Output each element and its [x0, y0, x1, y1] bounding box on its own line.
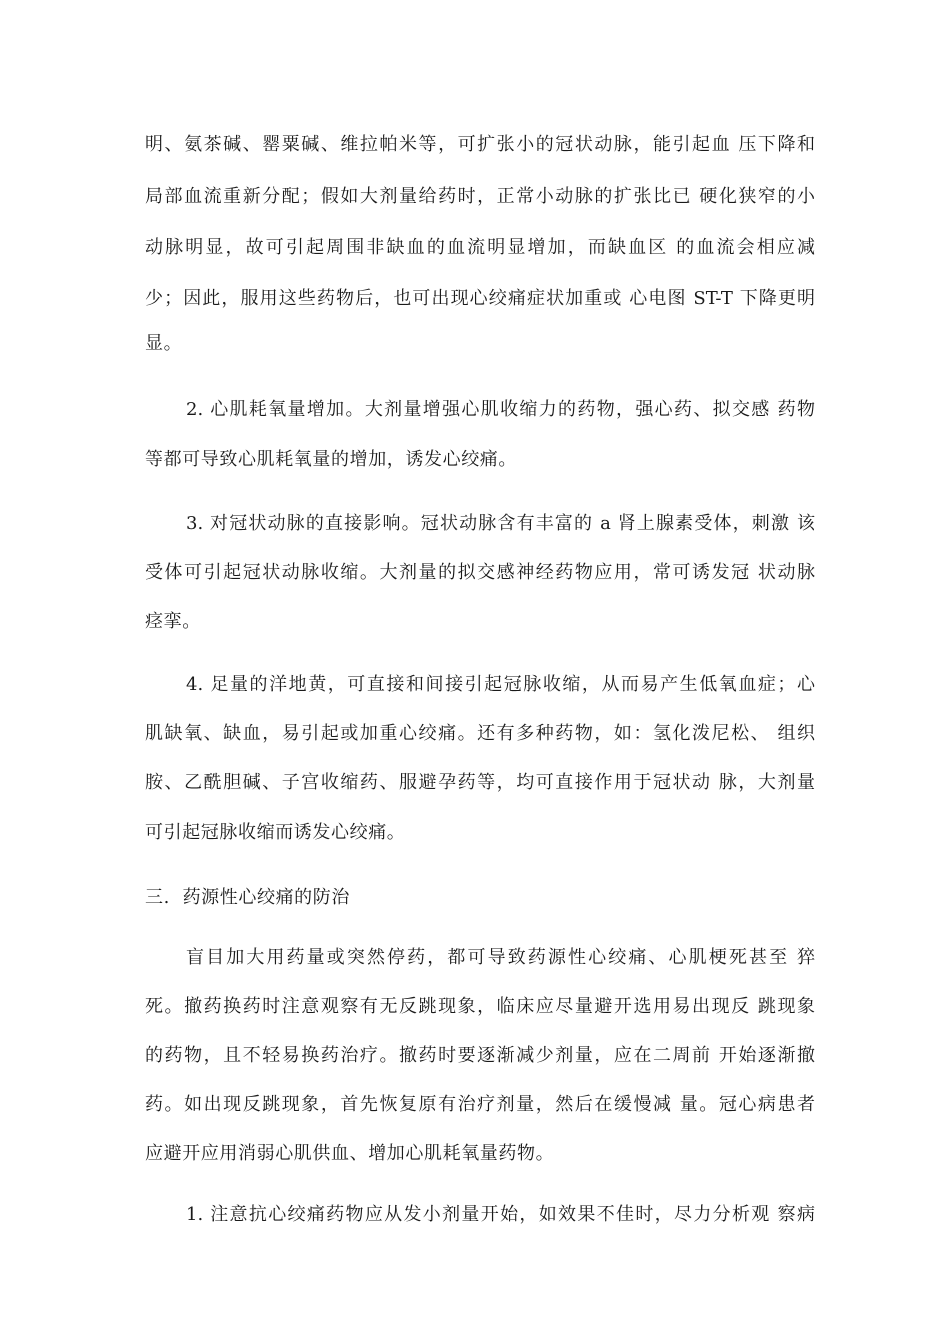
- paragraph-line: 死。撤药换药时注意观察有无反跳现象，临床应尽量避开选用易出现反 跳现象: [145, 996, 815, 1017]
- paragraph-line: 局部血流重新分配；假如大剂量给药时，正常小动脉的扩张比已 硬化狭窄的小: [145, 186, 815, 207]
- list-item-line: 2. 心肌耗氧量增加。大剂量增强心肌收缩力的药物，强心药、拟交感 药物: [186, 399, 815, 420]
- paragraph-line: 明、氨茶碱、罂粟碱、维拉帕米等，可扩张小的冠状动脉，能引起血 压下降和: [145, 134, 815, 155]
- paragraph-line: 盲目加大用药量或突然停药，都可导致药源性心绞痛、心肌梗死甚至 猝: [186, 947, 815, 968]
- paragraph-line: 显。: [145, 333, 183, 354]
- paragraph-line: 少；因此，服用这些药物后，也可出现心绞痛症状加重或 心电图 ST-T 下降更明: [145, 288, 815, 309]
- list-item-line: 痉挛。: [145, 611, 201, 632]
- list-item-line: 等都可导致心肌耗氧量的增加，诱发心绞痛。: [145, 449, 517, 470]
- paragraph-line: 的药物，且不轻易换药治疗。撤药时要逐渐减少剂量，应在二周前 开始逐渐撤: [145, 1045, 815, 1066]
- list-item-line: 1. 注意抗心绞痛药物应从发小剂量开始，如效果不佳时，尽力分析观 察病: [186, 1204, 815, 1225]
- list-item-line: 可引起冠脉收缩而诱发心绞痛。: [145, 822, 406, 843]
- section-heading: 三. 药源性心绞痛的防治: [145, 887, 350, 908]
- paragraph-line: 药。如出现反跳现象，首先恢复原有治疗剂量，然后在缓慢减 量。冠心病患者: [145, 1094, 815, 1115]
- list-item-line: 4. 足量的洋地黄，可直接和间接引起冠脉收缩，从而易产生低氧血症；心: [186, 674, 815, 695]
- list-item-line: 受体可引起冠状动脉收缩。大剂量的拟交感神经药物应用，常可诱发冠 状动脉: [145, 562, 815, 583]
- list-item-line: 肌缺氧、缺血，易引起或加重心绞痛。还有多种药物，如：氢化泼尼松、 组织: [145, 723, 815, 744]
- list-item-line: 胺、乙酰胆碱、子宫收缩药、服避孕药等，均可直接作用于冠状动 脉，大剂量: [145, 772, 815, 793]
- list-item-line: 3. 对冠状动脉的直接影响。冠状动脉含有丰富的 a 肾上腺素受体，刺激 该: [186, 513, 815, 534]
- paragraph-line: 应避开应用消弱心肌供血、增加心肌耗氧量药物。: [145, 1143, 555, 1164]
- paragraph-line: 动脉明显，故可引起周围非缺血的血流明显增加，而缺血区 的血流会相应减: [145, 237, 815, 258]
